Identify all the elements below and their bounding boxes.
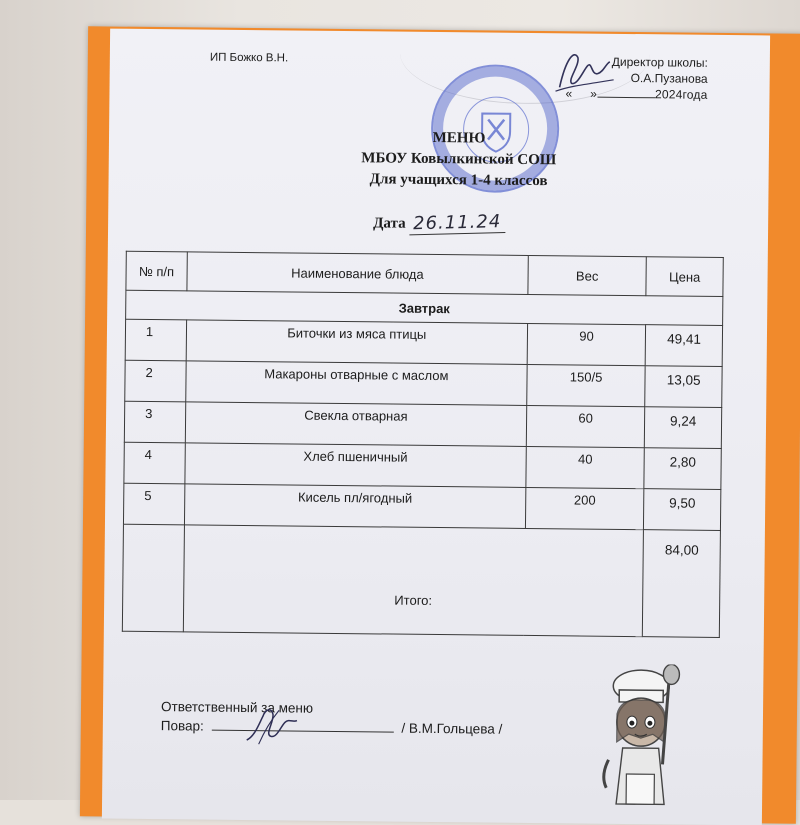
total-value: 84,00 bbox=[643, 530, 721, 638]
header-left: ИП Божко В.Н. bbox=[209, 51, 289, 65]
table-row bbox=[125, 360, 722, 407]
approval-date: « » 2024года bbox=[565, 86, 708, 102]
header-num: № п/п bbox=[126, 251, 187, 291]
cook-label: Повар: bbox=[160, 718, 204, 734]
row-num: 4 bbox=[124, 442, 185, 484]
date-value-handwritten: 26.11.24 bbox=[409, 211, 506, 235]
cook-girl-illustration-icon bbox=[590, 664, 702, 825]
header-weight: Вес bbox=[528, 255, 647, 295]
menu-date bbox=[373, 211, 506, 234]
row-num: 1 bbox=[125, 319, 186, 361]
row-weight: 200 bbox=[525, 487, 644, 529]
row-name: Хлеб пшеничный bbox=[185, 443, 527, 488]
row-weight: 90 bbox=[527, 323, 646, 365]
header-name: Наименование блюда bbox=[187, 252, 529, 295]
header-price: Цена bbox=[646, 257, 723, 297]
row-weight: 150/5 bbox=[527, 364, 646, 406]
cook-name: / В.М.Гольцева / bbox=[401, 720, 503, 737]
director-name: О.А.Пузанова bbox=[630, 71, 708, 86]
row-price: 49,41 bbox=[645, 325, 722, 367]
date-label: Дата bbox=[373, 215, 406, 232]
table-row bbox=[124, 442, 721, 489]
table-header-row bbox=[126, 251, 723, 296]
table-row bbox=[123, 483, 720, 530]
cook-signature-line bbox=[212, 718, 394, 733]
row-price: 13,05 bbox=[645, 366, 722, 408]
director-label: Директор школы: bbox=[611, 54, 708, 70]
table-row bbox=[124, 401, 721, 448]
row-price: 9,24 bbox=[645, 407, 722, 449]
total-label: Итого: bbox=[183, 525, 644, 637]
row-name: Свекла отварная bbox=[185, 402, 527, 447]
menu-table bbox=[122, 251, 724, 638]
row-name: Макароны отварные с маслом bbox=[185, 361, 527, 406]
cook-signature bbox=[241, 700, 301, 749]
cook-line bbox=[161, 716, 503, 739]
total-row bbox=[122, 524, 720, 637]
row-price: 9,50 bbox=[644, 489, 721, 531]
total-empty-cell bbox=[122, 524, 184, 632]
title-line-1: МЕНЮ bbox=[432, 129, 486, 147]
row-weight: 60 bbox=[526, 405, 645, 447]
section-breakfast: Завтрак bbox=[126, 290, 723, 325]
row-name: Биточки из мяса птицы bbox=[186, 320, 528, 365]
row-price: 2,80 bbox=[644, 448, 721, 490]
menu-sheet bbox=[102, 29, 770, 825]
director-signature bbox=[547, 39, 618, 100]
title-line-3: Для учащихся 1-4 классов bbox=[369, 171, 548, 190]
row-num: 3 bbox=[124, 401, 185, 443]
menu-title bbox=[308, 127, 609, 193]
title-line-2: МБОУ Ковылкинской СОШ bbox=[361, 150, 557, 169]
row-name: Кисель пл/ягодный bbox=[184, 484, 526, 529]
row-num: 5 bbox=[123, 483, 184, 525]
row-weight: 40 bbox=[526, 446, 645, 488]
row-num: 2 bbox=[125, 360, 186, 402]
footer-block bbox=[161, 697, 503, 739]
table-row bbox=[125, 319, 722, 366]
responsible-label: Ответственный за меню bbox=[160, 699, 314, 716]
